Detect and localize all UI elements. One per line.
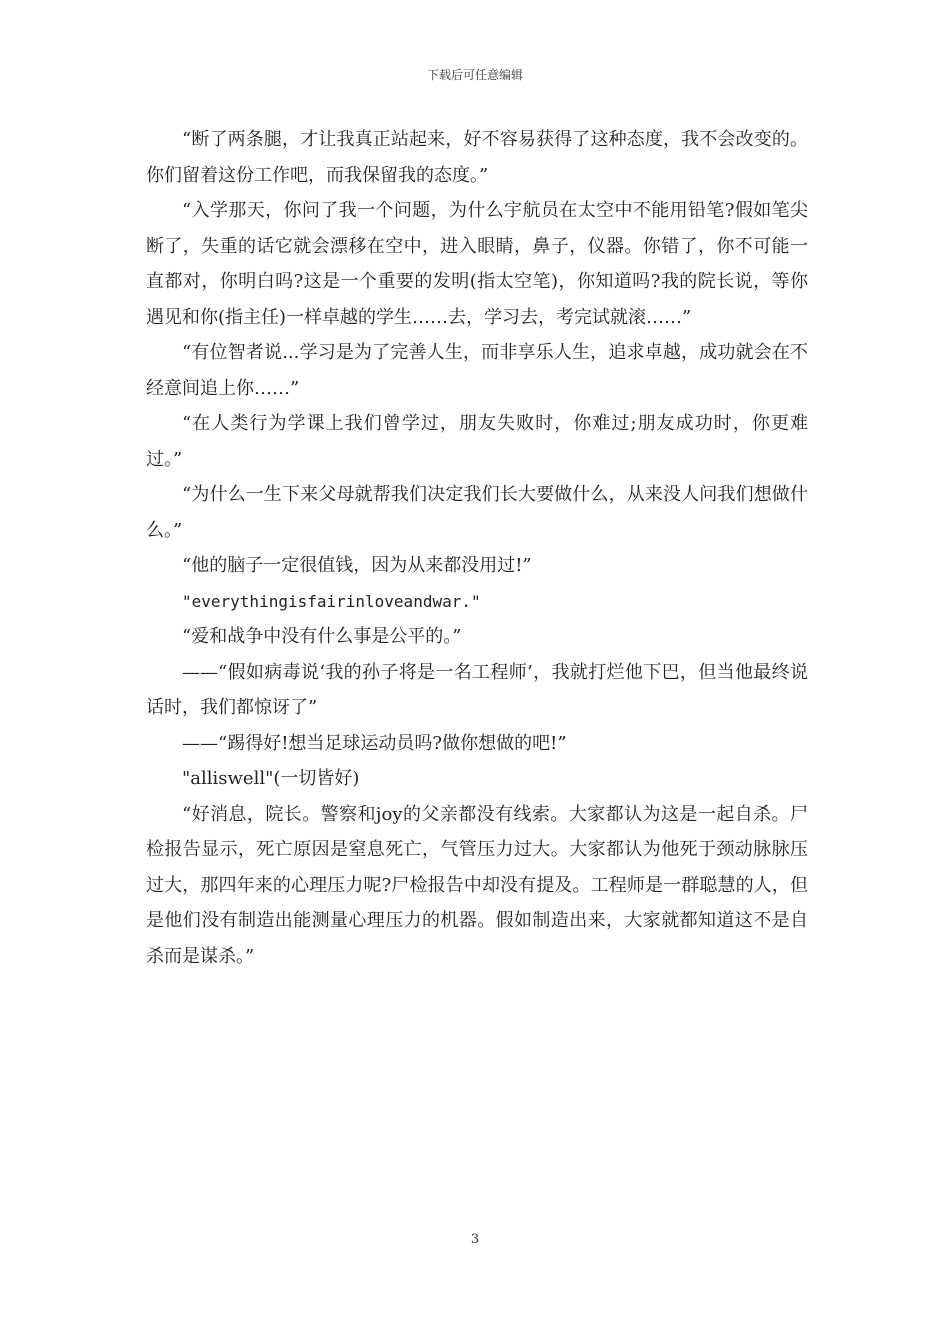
paragraph: “好消息，院长。警察和joy的父亲都没有线索。大家都认为这是一起自杀。尸检报告显示，死亡原因是窒息死亡，气管压力过大。大家都认为他死于颈动脉脉压过大，那四年来的心理压力呢?尸检报告中却没有提及。工程师是一群聪慧的人，但是他们没有制造出能测量心理压力的机器。假如制造出来，大家就都知道这不是自杀而是谋杀。” [146,803,808,967]
paragraph: “有位智者说...学习是为了完善人生，而非享乐人生，追求卓越，成功就会在不经意间追上你……” [146,342,808,399]
paragraph: “在人类行为学课上我们曾学过，朋友失败时，你难过;朋友成功时，你更难过。” [146,413,808,470]
paragraph: "alliswell"(一切皆好) [182,768,360,789]
page-number: 3 [470,1232,480,1247]
page-header: 下载后可任意编辑 [426,68,523,82]
paragraph: “爱和战争中没有什么事是公平的。” [182,626,462,647]
body-text [146,122,808,974]
paragraph: ——“假如病毒说‘我的孙子将是一名工程师’，我就打烂他下巴，但当他最终说话时，我们都惊讶了” [146,661,808,718]
paragraph: “入学那天，你问了我一个问题，为什么宇航员在太空中不能用铅笔?假如笔尖断了，失重的话它就会漂移在空中，进入眼睛，鼻子，仪器。你错了，你不可能一直都对，你明白吗?这是一个重要的发明(指太空笔)，你知道吗?我的院长说，等你遇见和你(指主任)一样卓越的学生……去，学习去，考完试就滚……” [146,200,808,328]
paragraph: “断了两条腿，才让我真正站起来，好不容易获得了这种态度，我不会改变的。你们留着这份工作吧，而我保留我的态度。” [146,129,808,186]
paragraph: ——“踢得好!想当足球运动员吗?做你想做的吧!” [182,732,567,754]
paragraph: “为什么一生下来父母就帮我们决定我们长大要做什么，从来没人问我们想做什么。” [146,484,808,541]
paragraph-english-quote: "everythingisfairinloveandwar." [182,591,481,611]
paragraph: “他的脑子一定很值钱，因为从来都没用过!” [182,555,532,576]
